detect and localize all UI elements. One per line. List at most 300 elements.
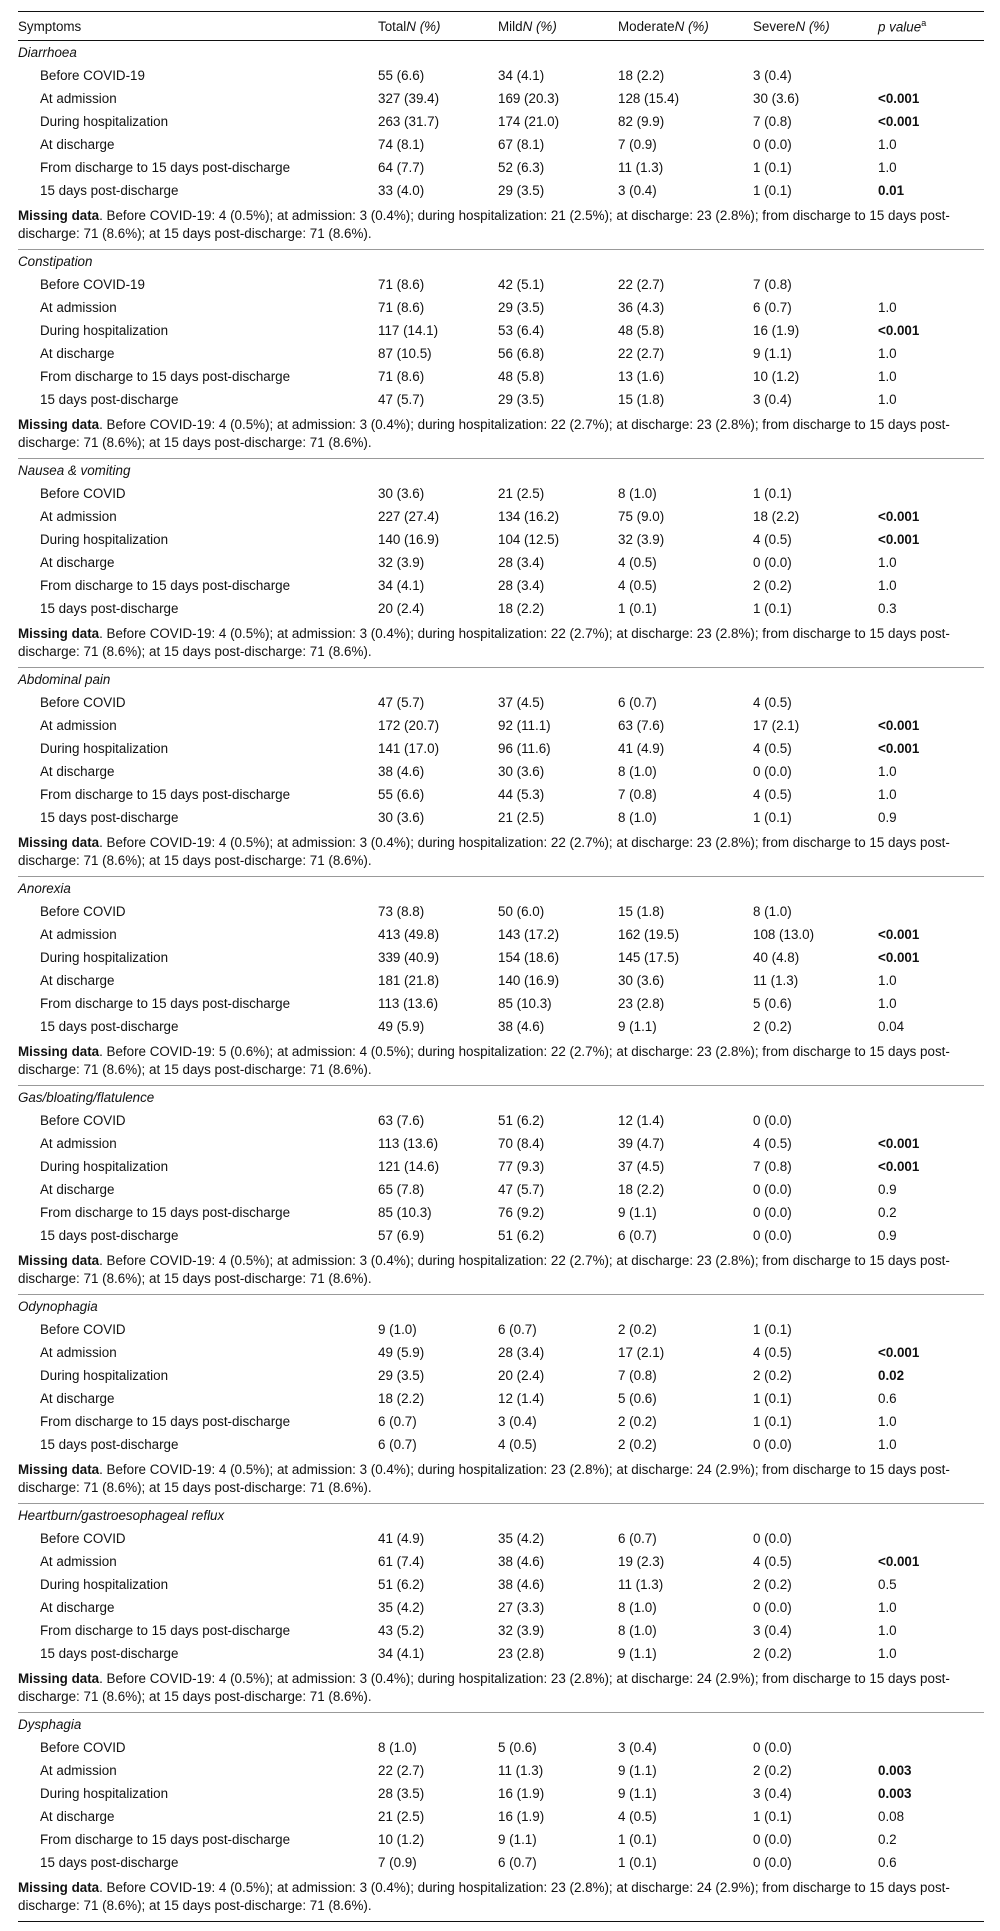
cell-total: 6 (0.7): [378, 1414, 417, 1429]
missing-data-row: [18, 620, 984, 668]
cell-mild: 11 (1.3): [498, 1763, 544, 1778]
missing-data-row: [18, 411, 984, 459]
row-label: At admission: [40, 91, 117, 106]
cell-moderate: 11 (1.3): [618, 160, 664, 175]
section-title: Dysphagia: [18, 1717, 82, 1732]
cell-moderate: 18 (2.2): [618, 1182, 665, 1197]
cell-severe: 0 (0.0): [753, 1205, 792, 1220]
table-row: [18, 1619, 984, 1642]
row-label: During hospitalization: [40, 741, 169, 756]
missing-data-label: Missing data: [18, 1252, 100, 1268]
cell-severe: 4 (0.5): [753, 532, 792, 547]
cell-severe: 8 (1.0): [753, 904, 792, 919]
table-row: [18, 551, 984, 574]
cell-total: 140 (16.9): [378, 532, 440, 547]
cell-mild: 53 (6.4): [498, 323, 545, 338]
cell-pvalue: 0.2: [878, 1832, 897, 1847]
col-severe-unit: N (%): [795, 18, 830, 34]
row-label: From discharge to 15 days post-discharge: [40, 1623, 291, 1638]
table-row: [18, 133, 984, 156]
cell-total: 64 (7.7): [378, 160, 425, 175]
missing-data-row: [18, 202, 984, 250]
cell-moderate: 22 (2.7): [618, 277, 665, 292]
section-title: Abdominal pain: [18, 672, 111, 687]
cell-total: 113 (13.6): [378, 996, 439, 1011]
cell-severe: 18 (2.2): [753, 509, 800, 524]
cell-total: 141 (17.0): [378, 741, 440, 756]
cell-total: 34 (4.1): [378, 1646, 425, 1661]
cell-moderate: 15 (1.8): [618, 904, 665, 919]
table-row: [18, 388, 984, 411]
table-row: [18, 992, 984, 1015]
table-row: [18, 1596, 984, 1619]
missing-data-label: Missing data: [18, 1879, 100, 1895]
cell-pvalue: 0.6: [878, 1855, 897, 1870]
row-label: During hospitalization: [40, 1368, 169, 1383]
cell-severe: 0 (0.0): [753, 1113, 792, 1128]
cell-moderate: 9 (1.1): [618, 1019, 657, 1034]
cell-pvalue: 1.0: [878, 369, 897, 384]
row-label: At admission: [40, 1763, 117, 1778]
cell-mild: 20 (2.4): [498, 1368, 545, 1383]
cell-mild: 30 (3.6): [498, 764, 545, 779]
cell-total: 55 (6.6): [378, 787, 425, 802]
cell-severe: 3 (0.4): [753, 1623, 792, 1638]
table-row: [18, 574, 984, 597]
cell-moderate: 18 (2.2): [618, 68, 665, 83]
missing-data-row: [18, 1247, 984, 1295]
cell-total: 29 (3.5): [378, 1368, 425, 1383]
cell-mild: 104 (12.5): [498, 532, 560, 547]
cell-mild: 9 (1.1): [498, 1832, 537, 1847]
cell-severe: 9 (1.1): [753, 346, 792, 361]
cell-mild: 6 (0.7): [498, 1322, 537, 1337]
cell-moderate: 22 (2.7): [618, 346, 665, 361]
missing-data-note: [18, 1456, 984, 1504]
cell-moderate: 8 (1.0): [618, 486, 657, 501]
cell-severe: 108 (13.0): [753, 927, 815, 942]
row-label: Before COVID-19: [40, 68, 145, 83]
cell-total: 227 (27.4): [378, 509, 440, 524]
cell-severe: 0 (0.0): [753, 1437, 792, 1452]
cell-severe: 0 (0.0): [753, 1832, 792, 1847]
cell-total: 172 (20.7): [378, 718, 440, 733]
cell-pvalue: 1.0: [878, 555, 897, 570]
cell-severe: 4 (0.5): [753, 787, 792, 802]
cell-severe: 17 (2.1): [753, 718, 800, 733]
cell-severe: 0 (0.0): [753, 1740, 792, 1755]
row-label: 15 days post-discharge: [40, 1228, 179, 1243]
cell-severe: 2 (0.2): [753, 1577, 792, 1592]
cell-moderate: 4 (0.5): [618, 578, 657, 593]
cell-moderate: 3 (0.4): [618, 1740, 657, 1755]
cell-mild: 29 (3.5): [498, 392, 545, 407]
cell-total: 34 (4.1): [378, 578, 425, 593]
cell-moderate: 48 (5.8): [618, 323, 665, 338]
section-header: [18, 459, 984, 483]
row-label: Before COVID-19: [40, 277, 145, 292]
missing-data-text: . Before COVID-19: 4 (0.5%); at admission: 3 (0.4%); during hospitalization: 22 (2.7%); at discharge: 23 (2.8%); from discharge to 15 days post-discharge: 71 (8.6%); at 15 days post-discharge: 71 (8.6%).: [18, 416, 950, 450]
cell-pvalue: 0.6: [878, 1391, 897, 1406]
cell-severe: 7 (0.8): [753, 114, 792, 129]
row-label: From discharge to 15 days post-discharge: [40, 578, 291, 593]
section-header: [18, 668, 984, 692]
missing-data-text: . Before COVID-19: 5 (0.6%); at admission: 4 (0.5%); during hospitalization: 22 (2.7%); at discharge: 23 (2.8%); from discharge to 15 days post-discharge: 71 (8.6%); at 15 days post-discharge: 71 (8.6%).: [18, 1043, 950, 1077]
missing-data-row: [18, 1874, 984, 1922]
missing-data-note: [18, 1874, 984, 1922]
row-label: During hospitalization: [40, 950, 169, 965]
row-label: During hospitalization: [40, 1786, 169, 1801]
cell-moderate: 7 (0.8): [618, 1368, 657, 1383]
missing-data-row: [18, 829, 984, 877]
row-label: At admission: [40, 718, 117, 733]
table-row: [18, 110, 984, 133]
cell-mild: 143 (17.2): [498, 927, 560, 942]
cell-total: 30 (3.6): [378, 486, 425, 501]
section-title: Anorexia: [18, 881, 71, 896]
cell-moderate: 7 (0.8): [618, 787, 657, 802]
cell-mild: 76 (9.2): [498, 1205, 545, 1220]
cell-moderate: 9 (1.1): [618, 1646, 657, 1661]
cell-pvalue: 0.01: [878, 183, 905, 198]
cell-pvalue: <0.001: [878, 91, 920, 106]
table-row: [18, 1828, 984, 1851]
cell-pvalue: 1.0: [878, 346, 897, 361]
cell-total: 35 (4.2): [378, 1600, 425, 1615]
cell-mild: 18 (2.2): [498, 601, 545, 616]
cell-moderate: 128 (15.4): [618, 91, 680, 106]
cell-moderate: 1 (0.1): [618, 1855, 657, 1870]
cell-mild: 92 (11.1): [498, 718, 551, 733]
cell-pvalue: 1.0: [878, 1437, 897, 1452]
cell-mild: 28 (3.4): [498, 555, 545, 570]
missing-data-label: Missing data: [18, 834, 100, 850]
section-title: Constipation: [18, 254, 93, 269]
cell-total: 32 (3.9): [378, 555, 425, 570]
cell-total: 113 (13.6): [378, 1136, 439, 1151]
cell-total: 47 (5.7): [378, 695, 425, 710]
cell-pvalue: 0.9: [878, 810, 897, 825]
cell-moderate: 15 (1.8): [618, 392, 665, 407]
table-row: [18, 1109, 984, 1132]
col-mild: MildN (%): [498, 12, 618, 41]
table-row: [18, 1433, 984, 1456]
cell-mild: 16 (1.9): [498, 1809, 545, 1824]
missing-data-text: . Before COVID-19: 4 (0.5%); at admission: 3 (0.4%); during hospitalization: 22 (2.7%); at discharge: 23 (2.8%); from discharge to 15 days post-discharge: 71 (8.6%); at 15 days post-discharge: 71 (8.6%).: [18, 625, 950, 659]
cell-moderate: 30 (3.6): [618, 973, 665, 988]
row-label: During hospitalization: [40, 1159, 169, 1174]
table-row: [18, 1015, 984, 1038]
cell-moderate: 41 (4.9): [618, 741, 665, 756]
cell-total: 339 (40.9): [378, 950, 440, 965]
row-label: Before COVID: [40, 695, 126, 710]
cell-mild: 134 (16.2): [498, 509, 560, 524]
row-label: At discharge: [40, 764, 115, 779]
col-pvalue: p value$^a$: [878, 12, 984, 41]
missing-data-note: [18, 411, 984, 459]
cell-pvalue: <0.001: [878, 741, 920, 756]
cell-total: 9 (1.0): [378, 1322, 417, 1337]
table-row: [18, 1573, 984, 1596]
cell-severe: 4 (0.5): [753, 741, 792, 756]
cell-pvalue: <0.001: [878, 532, 920, 547]
cell-severe: 7 (0.8): [753, 277, 792, 292]
row-label: At discharge: [40, 137, 115, 152]
cell-mild: 50 (6.0): [498, 904, 545, 919]
table-row: [18, 1178, 984, 1201]
cell-pvalue: <0.001: [878, 509, 920, 524]
cell-mild: 169 (20.3): [498, 91, 560, 106]
table-row: [18, 273, 984, 296]
cell-mild: 37 (4.5): [498, 695, 545, 710]
cell-severe: 1 (0.1): [753, 1809, 792, 1824]
table-row: [18, 1851, 984, 1874]
col-total-unit: N (%): [406, 18, 441, 34]
row-label: From discharge to 15 days post-discharge: [40, 1832, 291, 1847]
row-label: Before COVID: [40, 486, 126, 501]
cell-mild: 38 (4.6): [498, 1554, 545, 1569]
cell-severe: 0 (0.0): [753, 137, 792, 152]
row-label: During hospitalization: [40, 114, 169, 129]
cell-pvalue: 1.0: [878, 578, 897, 593]
table-row: [18, 923, 984, 946]
table-row: [18, 1224, 984, 1247]
cell-severe: 0 (0.0): [753, 1600, 792, 1615]
row-label: 15 days post-discharge: [40, 1646, 179, 1661]
cell-pvalue: 1.0: [878, 973, 897, 988]
table-row: [18, 806, 984, 829]
cell-mild: 29 (3.5): [498, 300, 545, 315]
col-symptoms: Symptoms: [18, 12, 378, 41]
section-title: Gas/bloating/flatulence: [18, 1090, 155, 1105]
cell-total: 73 (8.8): [378, 904, 425, 919]
cell-mild: 21 (2.5): [498, 810, 545, 825]
cell-severe: 2 (0.2): [753, 578, 792, 593]
cell-mild: 77 (9.3): [498, 1159, 545, 1174]
missing-data-label: Missing data: [18, 207, 100, 223]
section-header: [18, 41, 984, 65]
cell-mild: 3 (0.4): [498, 1414, 537, 1429]
cell-mild: 47 (5.7): [498, 1182, 545, 1197]
row-label: 15 days post-discharge: [40, 392, 179, 407]
cell-mild: 6 (0.7): [498, 1855, 537, 1870]
cell-mild: 44 (5.3): [498, 787, 545, 802]
table-row: [18, 1132, 984, 1155]
cell-pvalue: <0.001: [878, 718, 920, 733]
cell-moderate: 1 (0.1): [618, 601, 657, 616]
cell-total: 55 (6.6): [378, 68, 425, 83]
cell-mild: 27 (3.3): [498, 1600, 545, 1615]
cell-severe: 1 (0.1): [753, 1391, 792, 1406]
cell-severe: 1 (0.1): [753, 486, 792, 501]
cell-severe: 1 (0.1): [753, 810, 792, 825]
cell-pvalue: [878, 1109, 984, 1132]
cell-pvalue: 1.0: [878, 137, 897, 152]
row-label: 15 days post-discharge: [40, 1855, 179, 1870]
cell-total: 327 (39.4): [378, 91, 440, 106]
table-row: [18, 87, 984, 110]
row-label: From discharge to 15 days post-discharge: [40, 1414, 291, 1429]
section-title: Heartburn/gastroesophageal reflux: [18, 1508, 225, 1523]
cell-pvalue: 0.9: [878, 1182, 897, 1197]
cell-pvalue: <0.001: [878, 1159, 920, 1174]
cell-moderate: 37 (4.5): [618, 1159, 665, 1174]
cell-severe: 2 (0.2): [753, 1646, 792, 1661]
cell-severe: 3 (0.4): [753, 392, 792, 407]
row-label: 15 days post-discharge: [40, 183, 179, 198]
table-row: [18, 1410, 984, 1433]
cell-pvalue: 0.3: [878, 601, 897, 616]
cell-moderate: 2 (0.2): [618, 1437, 657, 1452]
cell-severe: 30 (3.6): [753, 91, 800, 106]
cell-moderate: 3 (0.4): [618, 183, 657, 198]
cell-mild: 96 (11.6): [498, 741, 551, 756]
cell-moderate: 17 (2.1): [618, 1345, 665, 1360]
cell-severe: 10 (1.2): [753, 369, 800, 384]
cell-pvalue: [878, 273, 984, 296]
row-label: 15 days post-discharge: [40, 1437, 179, 1452]
missing-data-note: [18, 620, 984, 668]
cell-moderate: 39 (4.7): [618, 1136, 665, 1151]
cell-mild: 154 (18.6): [498, 950, 560, 965]
cell-mild: 48 (5.8): [498, 369, 545, 384]
pvalue-footnote-mark: a: [921, 17, 927, 28]
cell-severe: 0 (0.0): [753, 764, 792, 779]
cell-moderate: 23 (2.8): [618, 996, 665, 1011]
cell-pvalue: 1.0: [878, 392, 897, 407]
cell-pvalue: [878, 900, 984, 923]
cell-total: 33 (4.0): [378, 183, 425, 198]
missing-data-row: [18, 1456, 984, 1504]
cell-moderate: 162 (19.5): [618, 927, 680, 942]
table-row: [18, 714, 984, 737]
row-label: From discharge to 15 days post-discharge: [40, 369, 291, 384]
cell-moderate: 8 (1.0): [618, 1623, 657, 1638]
table-row: [18, 1318, 984, 1341]
cell-severe: 0 (0.0): [753, 1228, 792, 1243]
cell-moderate: 75 (9.0): [618, 509, 665, 524]
missing-data-note: [18, 829, 984, 877]
cell-moderate: 6 (0.7): [618, 1531, 657, 1546]
table-row: [18, 1782, 984, 1805]
cell-total: 65 (7.8): [378, 1182, 425, 1197]
cell-pvalue: [878, 1736, 984, 1759]
row-label: At admission: [40, 1554, 117, 1569]
table-header-row: [18, 12, 984, 41]
missing-data-note: [18, 1665, 984, 1713]
cell-mild: 51 (6.2): [498, 1113, 545, 1128]
cell-mild: 85 (10.3): [498, 996, 552, 1011]
row-label: At admission: [40, 1136, 117, 1151]
cell-mild: 174 (21.0): [498, 114, 560, 129]
cell-pvalue: <0.001: [878, 1136, 920, 1151]
missing-data-label: Missing data: [18, 416, 100, 432]
cell-pvalue: 1.0: [878, 764, 897, 779]
missing-data-text: . Before COVID-19: 4 (0.5%); at admission: 3 (0.4%); during hospitalization: 22 (2.7%); at discharge: 23 (2.8%); from discharge to 15 days post-discharge: 71 (8.6%); at 15 days post-discharge: 71 (8.6%).: [18, 1252, 950, 1286]
missing-data-note: [18, 1247, 984, 1295]
cell-moderate: 9 (1.1): [618, 1786, 657, 1801]
cell-total: 51 (6.2): [378, 1577, 425, 1592]
missing-data-text: . Before COVID-19: 4 (0.5%); at admission: 3 (0.4%); during hospitalization: 23 (2.8%); at discharge: 24 (2.9%); from discharge to 15 days post-discharge: 71 (8.6%); at 15 days post-discharge: 71 (8.6%).: [18, 1461, 950, 1495]
section-header: [18, 1295, 984, 1319]
cell-total: 71 (8.6): [378, 369, 425, 384]
cell-moderate: 7 (0.9): [618, 137, 657, 152]
cell-severe: 3 (0.4): [753, 68, 792, 83]
cell-total: 85 (10.3): [378, 1205, 432, 1220]
cell-mild: 32 (3.9): [498, 1623, 545, 1638]
cell-pvalue: 0.003: [878, 1763, 912, 1778]
cell-total: 61 (7.4): [378, 1554, 425, 1569]
cell-pvalue: 1.0: [878, 996, 897, 1011]
cell-mild: 70 (8.4): [498, 1136, 545, 1151]
row-label: 15 days post-discharge: [40, 810, 179, 825]
cell-moderate: 9 (1.1): [618, 1763, 657, 1778]
cell-total: 6 (0.7): [378, 1437, 417, 1452]
cell-pvalue: 1.0: [878, 1600, 897, 1615]
cell-severe: 0 (0.0): [753, 1182, 792, 1197]
missing-data-text: . Before COVID-19: 4 (0.5%); at admission: 3 (0.4%); during hospitalization: 22 (2.7%); at discharge: 23 (2.8%); from discharge to 15 days post-discharge: 71 (8.6%); at 15 days post-discharge: 71 (8.6%).: [18, 834, 950, 868]
cell-total: 49 (5.9): [378, 1019, 425, 1034]
cell-moderate: 12 (1.4): [618, 1113, 665, 1128]
table-row: [18, 946, 984, 969]
cell-total: 71 (8.6): [378, 277, 425, 292]
table-row: [18, 365, 984, 388]
table-row: [18, 1759, 984, 1782]
row-label: At discharge: [40, 973, 115, 988]
cell-pvalue: 1.0: [878, 300, 897, 315]
cell-total: 10 (1.2): [378, 1832, 425, 1847]
cell-severe: 0 (0.0): [753, 555, 792, 570]
cell-severe: 1 (0.1): [753, 601, 792, 616]
cell-pvalue: 1.0: [878, 1623, 897, 1638]
table-row: [18, 1364, 984, 1387]
cell-mild: 56 (6.8): [498, 346, 545, 361]
cell-severe: 1 (0.1): [753, 1322, 792, 1337]
cell-pvalue: 1.0: [878, 1414, 897, 1429]
cell-severe: 0 (0.0): [753, 1855, 792, 1870]
cell-severe: 4 (0.5): [753, 1345, 792, 1360]
table-row: [18, 1527, 984, 1550]
cell-pvalue: 1.0: [878, 787, 897, 802]
missing-data-note: [18, 1038, 984, 1086]
cell-total: 181 (21.8): [378, 973, 440, 988]
cell-mild: 38 (4.6): [498, 1577, 545, 1592]
row-label: 15 days post-discharge: [40, 601, 179, 616]
row-label: At admission: [40, 927, 117, 942]
cell-mild: 29 (3.5): [498, 183, 545, 198]
table-row: [18, 1550, 984, 1573]
cell-pvalue: [878, 1527, 984, 1550]
cell-total: 8 (1.0): [378, 1740, 417, 1755]
table-row: [18, 342, 984, 365]
table-body: [18, 41, 984, 1922]
row-label: From discharge to 15 days post-discharge: [40, 996, 291, 1011]
table-row: [18, 528, 984, 551]
table-row: [18, 900, 984, 923]
table-row: [18, 1155, 984, 1178]
cell-pvalue: 0.04: [878, 1019, 905, 1034]
row-label: During hospitalization: [40, 1577, 169, 1592]
row-label: During hospitalization: [40, 532, 169, 547]
cell-severe: 5 (0.6): [753, 996, 792, 1011]
cell-moderate: 8 (1.0): [618, 1600, 657, 1615]
table-row: [18, 505, 984, 528]
col-severe: SevereN (%): [753, 12, 878, 41]
table-row: [18, 296, 984, 319]
cell-pvalue: <0.001: [878, 323, 920, 338]
table-row: [18, 783, 984, 806]
cell-severe: 3 (0.4): [753, 1786, 792, 1801]
